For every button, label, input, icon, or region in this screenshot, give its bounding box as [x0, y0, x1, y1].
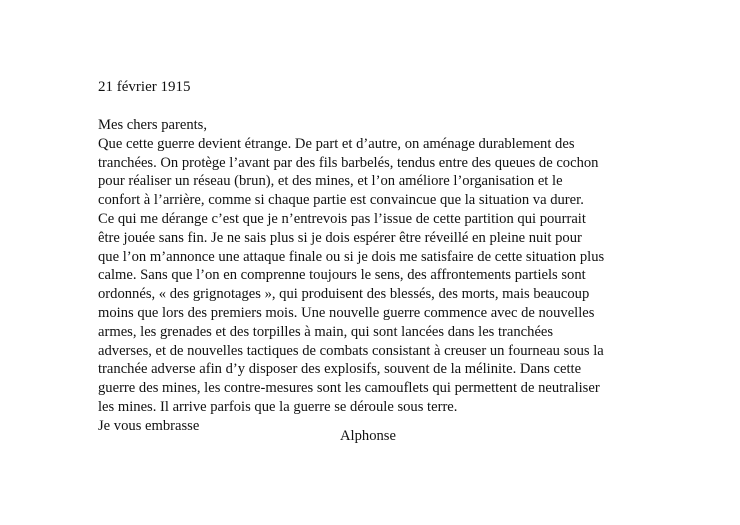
letter-line: que l’on m’annonce une attaque finale ou si je dois me satisfaire de cette situation plus	[98, 248, 605, 265]
letter-line: Que cette guerre devient étrange. De part et d’autre, on aménage durablement des	[98, 135, 575, 152]
letter-line: pour réaliser un réseau (brun), et des mines, et l’on améliore l’organisation et le	[98, 173, 563, 190]
letter-line: calme. Sans que l’on en comprenne toujours le sens, des affrontements partiels sont	[98, 267, 586, 284]
letter-line: guerre des mines, les contre-mesures sont les camouflets qui permettent de neutraliser	[98, 380, 600, 397]
letter-line: Ce qui me dérange c’est que je n’entrevois pas l’issue de cette partition qui pourrait	[98, 210, 586, 227]
letter-line: tranchées. On protège l’avant par des fils barbelés, tendus entre des queues de cochon	[98, 154, 599, 171]
letter-line: confort à l’arrière, comme si chaque partie est convaincue que la situation va durer.	[98, 192, 584, 209]
letter-closing: Je vous embrasse	[98, 417, 200, 434]
letter-line: adverses, et de nouvelles tactiques de combats consistant à creuser un fourneau sous la	[98, 342, 604, 359]
letter-date: 21 février 1915	[98, 79, 191, 95]
letter-line: tranchée adverse afin d’y disposer des explosifs, souvent de la mélinite. Dans cette	[98, 361, 582, 378]
letter-line: moins que lors des premiers mois. Une nouvelle guerre commence avec de nouvelles	[98, 304, 595, 321]
letter-line: armes, les grenades et des torpilles à main, qui sont lancées dans les tranchées	[98, 323, 554, 340]
letter-body	[98, 116, 658, 436]
letter-line: Mes chers parents,	[98, 117, 208, 133]
letter-line: les mines. Il arrive parfois que la guerre se déroule sous terre.	[98, 398, 458, 415]
letter-line: être jouée sans fin. Je ne sais plus si je dois espérer être réveillé en pleine nuit pour	[98, 229, 582, 246]
letter-line: ordonnés, « des grignotages », qui produisent des blessés, des morts, mais beaucoup	[98, 286, 590, 303]
letter-signature: Alphonse	[340, 428, 396, 444]
